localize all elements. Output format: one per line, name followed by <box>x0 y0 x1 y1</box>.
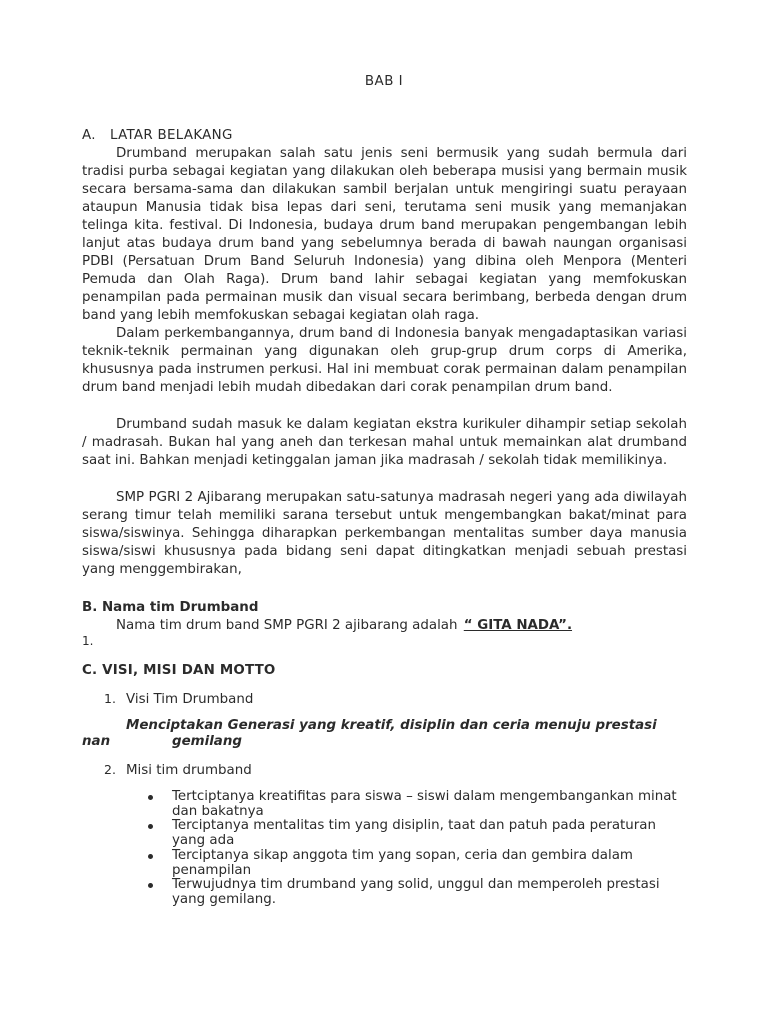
section-b-heading: B. Nama tim Drumband <box>82 600 259 615</box>
bullet-dot-icon <box>148 854 153 859</box>
background-paragraph-2: Dalam perkembangannya, drum band di Indonesia banyak mengadaptasikan variasi teknik-teknik permainan yang digunakan oleh grup-grup drum corps di Amerika, khususnya pada instrumen perkusi. Hal ini membuat corak permainan dalam penampilan drum band menjadi lebih mudah dibedakan dari corak penampilan drum band. <box>82 326 687 395</box>
bullet-dot-icon <box>148 795 153 800</box>
stray-list-number: 1. <box>82 634 94 648</box>
mission-bullet-list <box>146 790 686 908</box>
section-a-heading <box>82 127 233 145</box>
team-name: “ GITA NADA”. <box>463 618 573 633</box>
team-name-intro: Nama tim drum band SMP PGRI 2 ajibarang adalah <box>116 618 458 633</box>
mission-text: Tertciptanya kreatifitas para siswa – siswi dalam mengembangankan minat dan bakatnya <box>172 789 677 819</box>
chapter-title: BAB I <box>364 74 404 89</box>
section-a-number: A. <box>82 128 96 143</box>
mission-item-number: 2. <box>104 762 116 777</box>
mission-text: Terciptanya mentalitas tim yang disiplin, taat dan patuh pada peraturan yang ada <box>172 818 656 849</box>
vision-item-number: 1. <box>104 691 116 706</box>
background-paragraph-1: Drumband merupakan salah satu jenis seni bermusik yang sudah bermula dari tradisi purba sebagai kegiatan yang dilakukan oleh beberapa musisi yang bermain musik secara bersama-sama dan dilakukan sambil berjalan untuk mengiringi suatu perayaan ataupun Manusia tidak bisa lepas dari seni, terutama seni musik yang memanjakan telinga kita. festival. Di Indonesia, budaya drum band merupakan pengembangan lebih lanjut atas budaya drum band yang sebelumnya berada di bawah naungan organisasi PDBI (Persatuan Drum Band Seluruh Indonesia) yang dibina oleh Menpora (Menteri Pemuda dan Olah Raga). Drum band lahir sebagai kegiatan yang memfokuskan penampilan pada permainan musik dan visual secara berimbang, berbeda dengan drum band yang lebih memfokuskan sebagai kegiatan olah raga. <box>82 146 687 323</box>
vision-statement-prefix: nan <box>82 734 111 749</box>
bullet-dot-icon <box>148 883 153 888</box>
background-paragraph-3: Drumband sudah masuk ke dalam kegiatan ekstra kurikuler dihampir setiap sekolah / madrasah. Bukan hal yang aneh dan terkesan mahal untuk memainkan alat drumband saat ini. Bahkan menjadi ketinggalan jaman jika madrasah / sekolah tidak memilikinya. <box>82 417 687 468</box>
mission-text: Terciptanya sikap anggota tim yang sopan, ceria dan gembira dalam penampilan <box>172 847 633 878</box>
bullet-dot-icon <box>148 824 153 829</box>
team-name-sentence <box>116 617 572 635</box>
section-c-heading: C. VISI, MISI DAN MOTTO <box>82 663 276 678</box>
vision-item-label: Visi Tim Drumband <box>126 692 254 707</box>
mission-bullet <box>146 878 686 907</box>
mission-bullet <box>146 849 686 878</box>
vision-list-item <box>104 690 253 709</box>
vision-statement-line-1: Menciptakan Generasi yang kreatif, disiplin dan ceria menuju prestasi <box>126 718 657 733</box>
section-a-title: LATAR BELAKANG <box>110 128 233 143</box>
mission-bullet <box>146 790 686 819</box>
mission-item-label: Misi tim drumband <box>126 763 252 778</box>
vision-statement-line-2: gemilang <box>172 734 242 749</box>
mission-bullet <box>146 819 686 848</box>
mission-list-item <box>104 761 252 780</box>
background-paragraph-4: SMP PGRI 2 Ajibarang merupakan satu-satunya madrasah negeri yang ada diwilayah serang timur telah memiliki sarana tersebut untuk mengembangkan bakat/minat para siswa/siswinya. Sehingga diharapkan perkembangan mentalitas sumber daya manusia siswa/siswi khususnya pada bidang seni dapat ditingkatkan menjadi sebuah prestasi yang menggembirakan, <box>82 490 687 577</box>
mission-text: Terwujudnya tim drumband yang solid, unggul dan memperoleh prestasi yang gemilang. <box>172 877 660 907</box>
